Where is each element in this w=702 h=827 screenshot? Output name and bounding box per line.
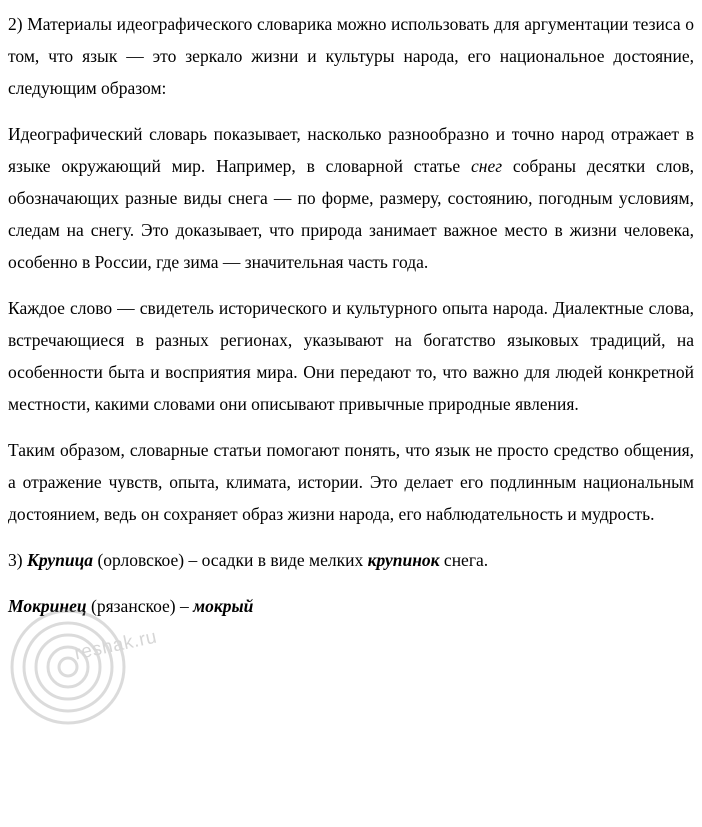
paragraph-body-2 [8, 292, 694, 420]
term-sneg: снег [471, 156, 503, 176]
paragraph-body-3 [8, 434, 694, 530]
text-run: Таким образом, словарные статьи помогают понять, что язык не просто средство общения, а отражение чувств, опыта, климата, истории. Это делает его подлинным национальным достоянием, ведь он сохраняет образ жизни народа, его наблюдательность и мудрость. [8, 440, 694, 524]
term-mokrinec: Мокринец [8, 596, 87, 616]
text-run: 3) [8, 550, 27, 570]
text-run: снега. [439, 550, 489, 570]
term-krupica: Крупица [26, 550, 94, 570]
text-run: 2) Материалы идеографического словарика можно использовать для аргументации тезиса о том, что язык — это зеркало жизни и культуры народа, его национальное достояние, следующим образом: [8, 14, 694, 98]
text-run: (рязанское) – [86, 596, 194, 616]
term-mokryi: мокрый [193, 596, 254, 616]
text-run: собраны десятки слов, обозначающих разные виды снега — по форме, размеру, состоянию, погодным условиям, следам на снегу. Это доказывает, что природа занимает важное место в жизни человека, особенно в России, где зима — значительная часть года. [8, 156, 695, 272]
text-run: Идеографический словарь показывает, насколько разнообразно и точно народ отражает в языке окружающий мир. Например, в словарной статье [8, 124, 694, 176]
paragraph-answer-3-mokrinec [8, 590, 694, 622]
watermark-label: reshak.ru [72, 626, 160, 665]
paragraph-answer-2-intro [8, 8, 694, 104]
text-run: Каждое слово — свидетель исторического и культурного опыта народа. Диалектные слова, встречающиеся в разных регионах, указывают на богатство языковых традиций, на особенности быта и восприятия мира. Они передают то, что важно для людей конкретной местности, какими словами они описывают привычные природные явления. [8, 298, 694, 414]
paragraph-answer-3-krupica [8, 544, 694, 576]
paragraph-body-1 [8, 118, 694, 278]
text-run: (орловское) – осадки в виде мелких [93, 550, 368, 570]
term-krupinok: крупинок [367, 550, 440, 570]
